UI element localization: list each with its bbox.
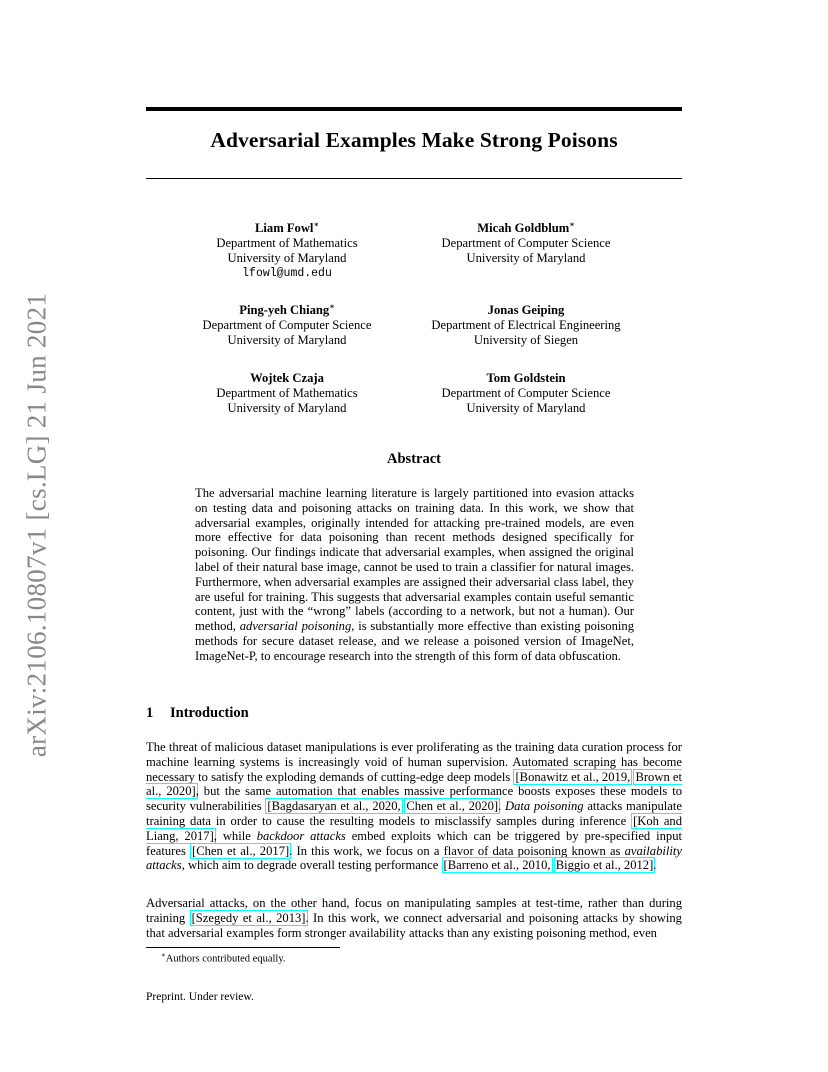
citation-link[interactable]: [Bonawitz et al., 2019, [515,769,631,784]
footnote: ∗Authors contributed equally. [161,951,286,965]
author-name: Liam Fowl∗ [255,220,319,236]
author-affil: University of Maryland [227,401,347,416]
citation-link[interactable]: [Koh and Liang, 2017] [146,813,682,843]
citation-link[interactable]: [Bagdasaryan et al., 2020, [267,799,401,814]
author-affil: University of Maryland [227,333,347,348]
author-affil: University of Maryland [466,251,586,266]
paper-title: Adversarial Examples Make Strong Poisons [210,128,618,152]
author-name: Tom Goldstein [486,371,566,386]
citation-link[interactable]: Brown et al., 2020] [146,769,682,799]
author-dept: Department of Mathematics [216,386,358,401]
author-name: Jonas Geiping [487,303,565,318]
author-dept: Department of Computer Science [202,318,372,333]
author-affil: University of Siegen [473,333,579,348]
citation-link[interactable]: [Chen et al., 2017] [192,843,290,858]
preprint-notice: Preprint. Under review. [146,991,254,1003]
author-name: Micah Goldblum∗ [477,220,575,236]
citation-link[interactable]: [Szegedy et al., 2013] [191,910,306,925]
author-block [396,299,656,348]
author-block [157,299,417,348]
section-number: 1 [146,705,154,721]
author-block [157,217,417,281]
author-dept: Department of Computer Science [441,386,611,401]
arxiv-stamp-text: arXiv:2106.10807v1 [cs.LG] 21 Jun 2021 [21,292,52,758]
author-dept: Department of Electrical Engineering [431,318,621,333]
author-email[interactable]: lfowl@umd.edu [242,267,332,281]
intro-paragraph: Adversarial attacks, on the other hand, focus on manipulating samples at test-time, rather than during training [Szegedy et al., 2013]. In this work, we connect adversarial and poisoning attacks by showing that adversarial examples form stronger availability attacks than any existing poisoning method, even [146,896,682,940]
title-bottom-rule [146,178,682,179]
section-heading [146,705,249,722]
citation-link[interactable]: Biggio et al., 2012] [555,858,654,873]
author-block [157,367,417,416]
author-affil: University of Maryland [466,401,586,416]
intro-paragraph: The threat of malicious dataset manipulations is ever proliferating as the training data curation process for machine learning systems is increasingly void of human supervision. Automated scraping has become necessary to satisfy the exploding demands of cutting-edge deep models [Bonawitz et al., 2019, Brown et al., 2020], but the same automation that enables massive performance boosts exposes these models to security vulnerabilities [Bagdasaryan et al., 2020, Chen et al., 2020]. Data poisoning attacks manipulate training data in order to cause the resulting models to misclassify samples during inference [Koh and Liang, 2017], while backdoor attacks embed exploits which can be triggered by pre-specified input features [Chen et al., 2017]. In this work, we focus on a flavor of data poisoning known as availability attacks, which aim to degrade overall testing performance [Barreno et al., 2010, Biggio et al., 2012]. [146,740,682,873]
abstract-heading: Abstract [387,451,441,467]
footnote-rule [146,947,340,948]
author-block [396,217,656,266]
author-block [396,367,656,416]
author-name: Wojtek Czaja [250,371,324,386]
arxiv-stamp [17,290,57,760]
abstract-body: The adversarial machine learning literature is largely partitioned into evasion attacks on testing data and poisoning attacks on training data. In this work, we show that adversarial examples, originally intended for attacking pre-trained models, are even more effective for data poisoning than recent methods designed specifically for poisoning. Our findings indicate that adversarial examples, when assigned the original label of their natural base image, cannot be used to train a classifier for natural images. Furthermore, when adversarial examples are assigned their adversarial class label, they are useful for training. This suggests that adversarial examples contain useful semantic content, just with the “wrong” labels (according to a network, but not a human). Our method, adversarial poisoning, is substantially more effective than existing poisoning methods for secure dataset release, and we release a poisoned version of ImageNet, ImageNet-P, to encourage research into the strength of this form of data obfuscation. [195,486,634,663]
author-dept: Department of Computer Science [441,236,611,251]
citation-link[interactable]: [Barreno et al., 2010, [443,858,551,873]
citation-link[interactable]: Chen et al., 2020] [406,799,499,814]
section-title: Introduction [170,705,249,721]
author-name: Ping-yeh Chiang∗ [239,302,335,318]
author-affil: University of Maryland [227,251,347,266]
title-top-rule [146,107,682,111]
author-dept: Department of Mathematics [216,236,358,251]
